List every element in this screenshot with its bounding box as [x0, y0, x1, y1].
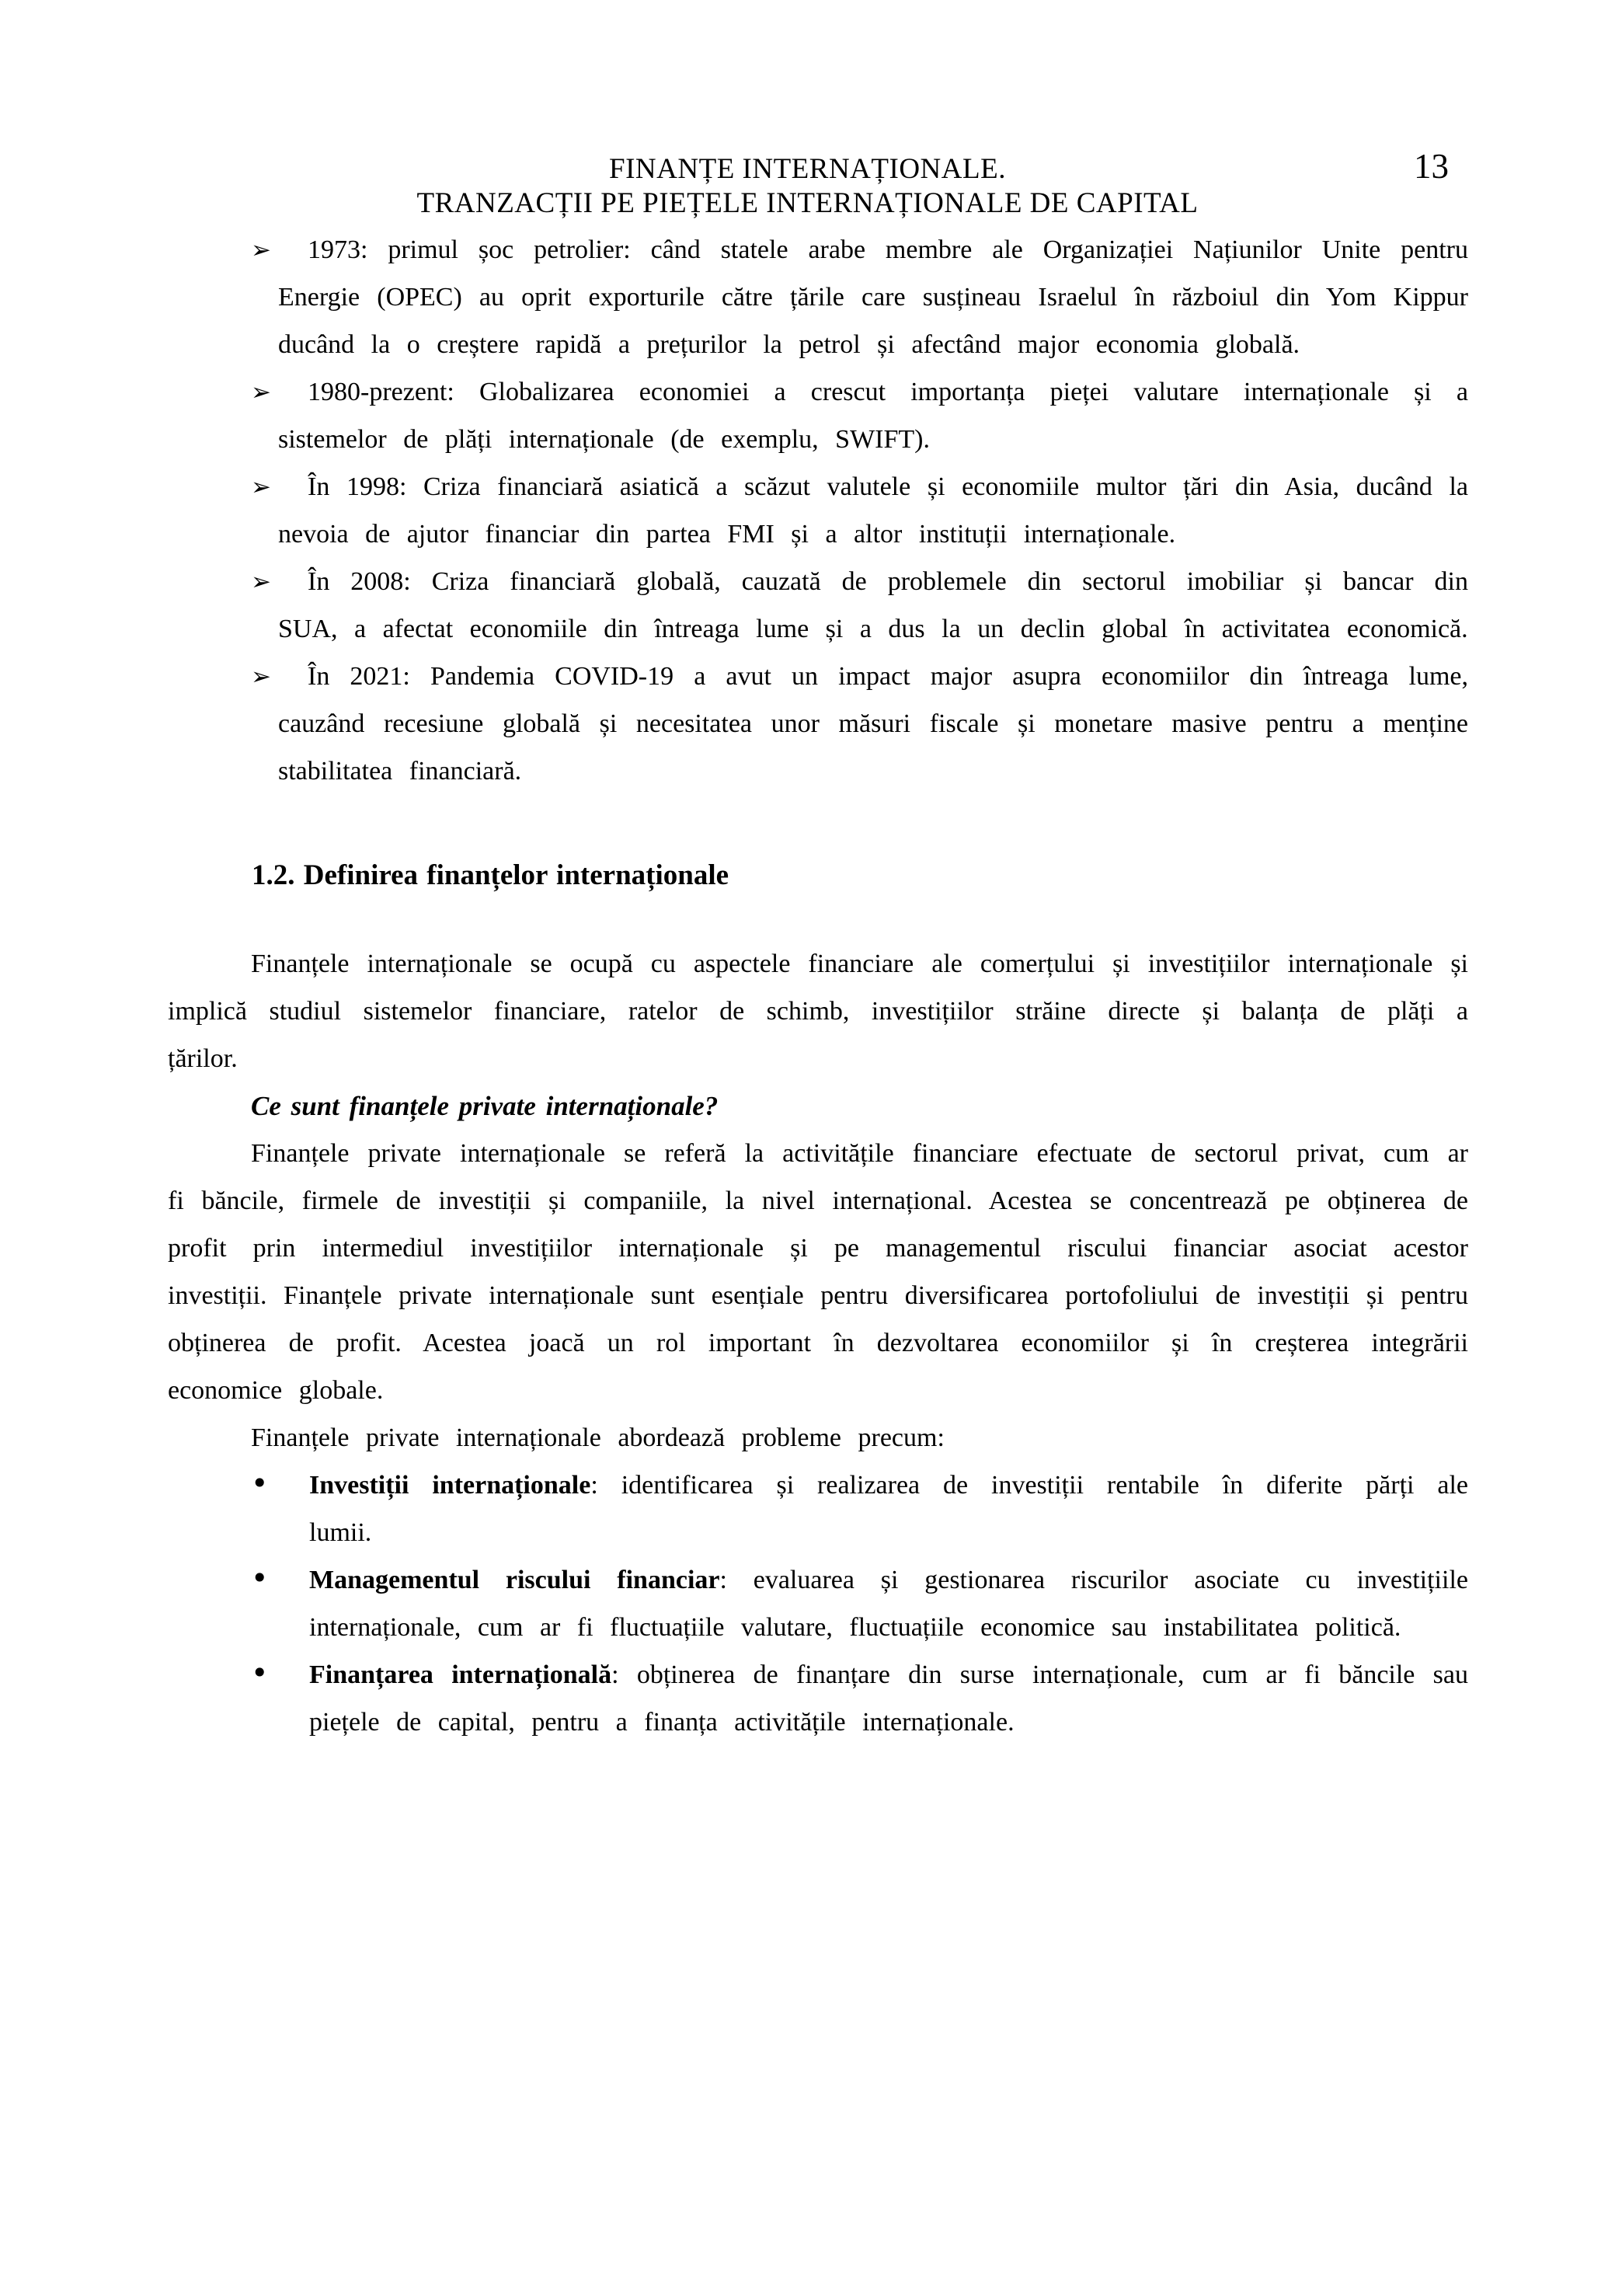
topic-lead: Finanțarea internațională: [309, 1660, 612, 1689]
header-title-line-2: TRANZACȚII PE PIEȚELE INTERNAȚIONALE DE CAPITAL: [416, 187, 1199, 219]
dot-bullet-icon: •: [251, 1466, 269, 1500]
page-number: 13: [1414, 147, 1449, 186]
arrow-bullet-icon: ➢: [251, 473, 271, 501]
timeline-item-text: În 1998: Criza financiară asiatică a scăzut valutele și economiile multor țări din Asia, ducând la nevoia de ajutor financiar din partea FMI și a altor instituții internaționale.: [278, 472, 1468, 549]
timeline-item-1998: [168, 463, 1468, 558]
topic-text: : evaluarea și gestionarea riscurilor asociate cu investițiile internaționale, cum ar fi fluctuațiile valutare, fluctuațiile economice sau instabilitatea politică.: [309, 1566, 1468, 1642]
timeline-item-text: În 2021: Pandemia COVID-19 a avut un impact major asupra economiilor din întreaga lume, cauzând recesiune globală și necesitatea unor măsuri fiscale și monetare masive pentru a menține stabilitatea financiară.: [278, 662, 1468, 786]
topic-text: : identificarea și realizarea de investiții rentabile în diferite părți ale lumii.: [309, 1471, 1468, 1547]
timeline-item-text: În 2008: Criza financiară globală, cauzată de problemele din sectorul imobiliar și bancar din SUA, a afectat economiile din întreaga lume și a dus la un declin global în activitatea economică.: [278, 567, 1468, 643]
question-subheading: Ce sunt finanțele private internaționale?: [251, 1091, 719, 1121]
arrow-bullet-icon: ➢: [251, 236, 271, 264]
page-body: [168, 226, 1468, 1746]
topic-item-management-risc: [168, 1556, 1468, 1651]
section-heading: 1.2. Definirea finanțelor internaționale: [252, 859, 729, 891]
timeline-item-2021: [168, 653, 1468, 795]
paragraph-list-intro: Finanțele private internaționale abordează probleme precum:: [251, 1423, 945, 1452]
timeline-item-text: 1973: primul șoc petrolier: când statele arabe membre ale Organizației Națiunilor Unite pentru Energie (OPEC) au oprit exporturile către țările care susțineau Israelul în războiul din Yom Kippur ducând la o creștere rapidă a prețurilor la petrol și afectând major economia globală.: [278, 235, 1468, 359]
timeline-list: [168, 226, 1468, 795]
topic-lead: Managementul riscului financiar: [309, 1566, 720, 1594]
timeline-item-2008: [168, 558, 1468, 653]
timeline-item-1973: [168, 226, 1468, 368]
topic-item-finantare: [168, 1651, 1468, 1746]
topics-list: [168, 1462, 1468, 1746]
paragraph-private-finance: Finanțele private internaționale se referă la activitățile financiare efectuate de sectorul privat, cum ar fi băncile, firmele de investiții și companiile, la nivel internațional. Acestea se concentrează pe obținerea de profit prin intermediul investițiilor internaționale și pe managementul riscului financiar asociat acestor investiții. Finanțele private internaționale sunt esențiale pentru diversificarea portofoliului de investiții și pentru obținerea de profit. Acestea joacă un rol important în dezvoltarea economiilor și în creșterea integrării economice globale.: [168, 1139, 1468, 1405]
topic-item-investitii: [168, 1462, 1468, 1556]
arrow-bullet-icon: ➢: [251, 663, 271, 691]
running-header: [0, 152, 1615, 221]
paragraph-definition: Finanțele internaționale se ocupă cu aspectele financiare ale comerțului și investițiilor internaționale și implică studiul sistemelor financiare, ratelor de schimb, investițiilor străine directe și balanța de plăți a țărilor.: [168, 949, 1468, 1073]
header-title-line-1: FINANȚE INTERNAȚIONALE.: [609, 153, 1006, 185]
timeline-item-text: 1980-prezent: Globalizarea economiei a crescut importanța pieței valutare internaționale și a sistemelor de plăți internaționale (de exemplu, SWIFT).: [278, 378, 1468, 454]
topic-text: : obținerea de finanțare din surse internaționale, cum ar fi băncile sau piețele de capital, pentru a finanța activitățile internaționale.: [309, 1660, 1468, 1737]
arrow-bullet-icon: ➢: [251, 568, 271, 596]
dot-bullet-icon: •: [251, 1561, 269, 1595]
dot-bullet-icon: •: [251, 1656, 269, 1690]
topic-lead: Investiții internaționale: [309, 1471, 591, 1500]
arrow-bullet-icon: ➢: [251, 378, 271, 406]
timeline-item-1980: [168, 368, 1468, 463]
